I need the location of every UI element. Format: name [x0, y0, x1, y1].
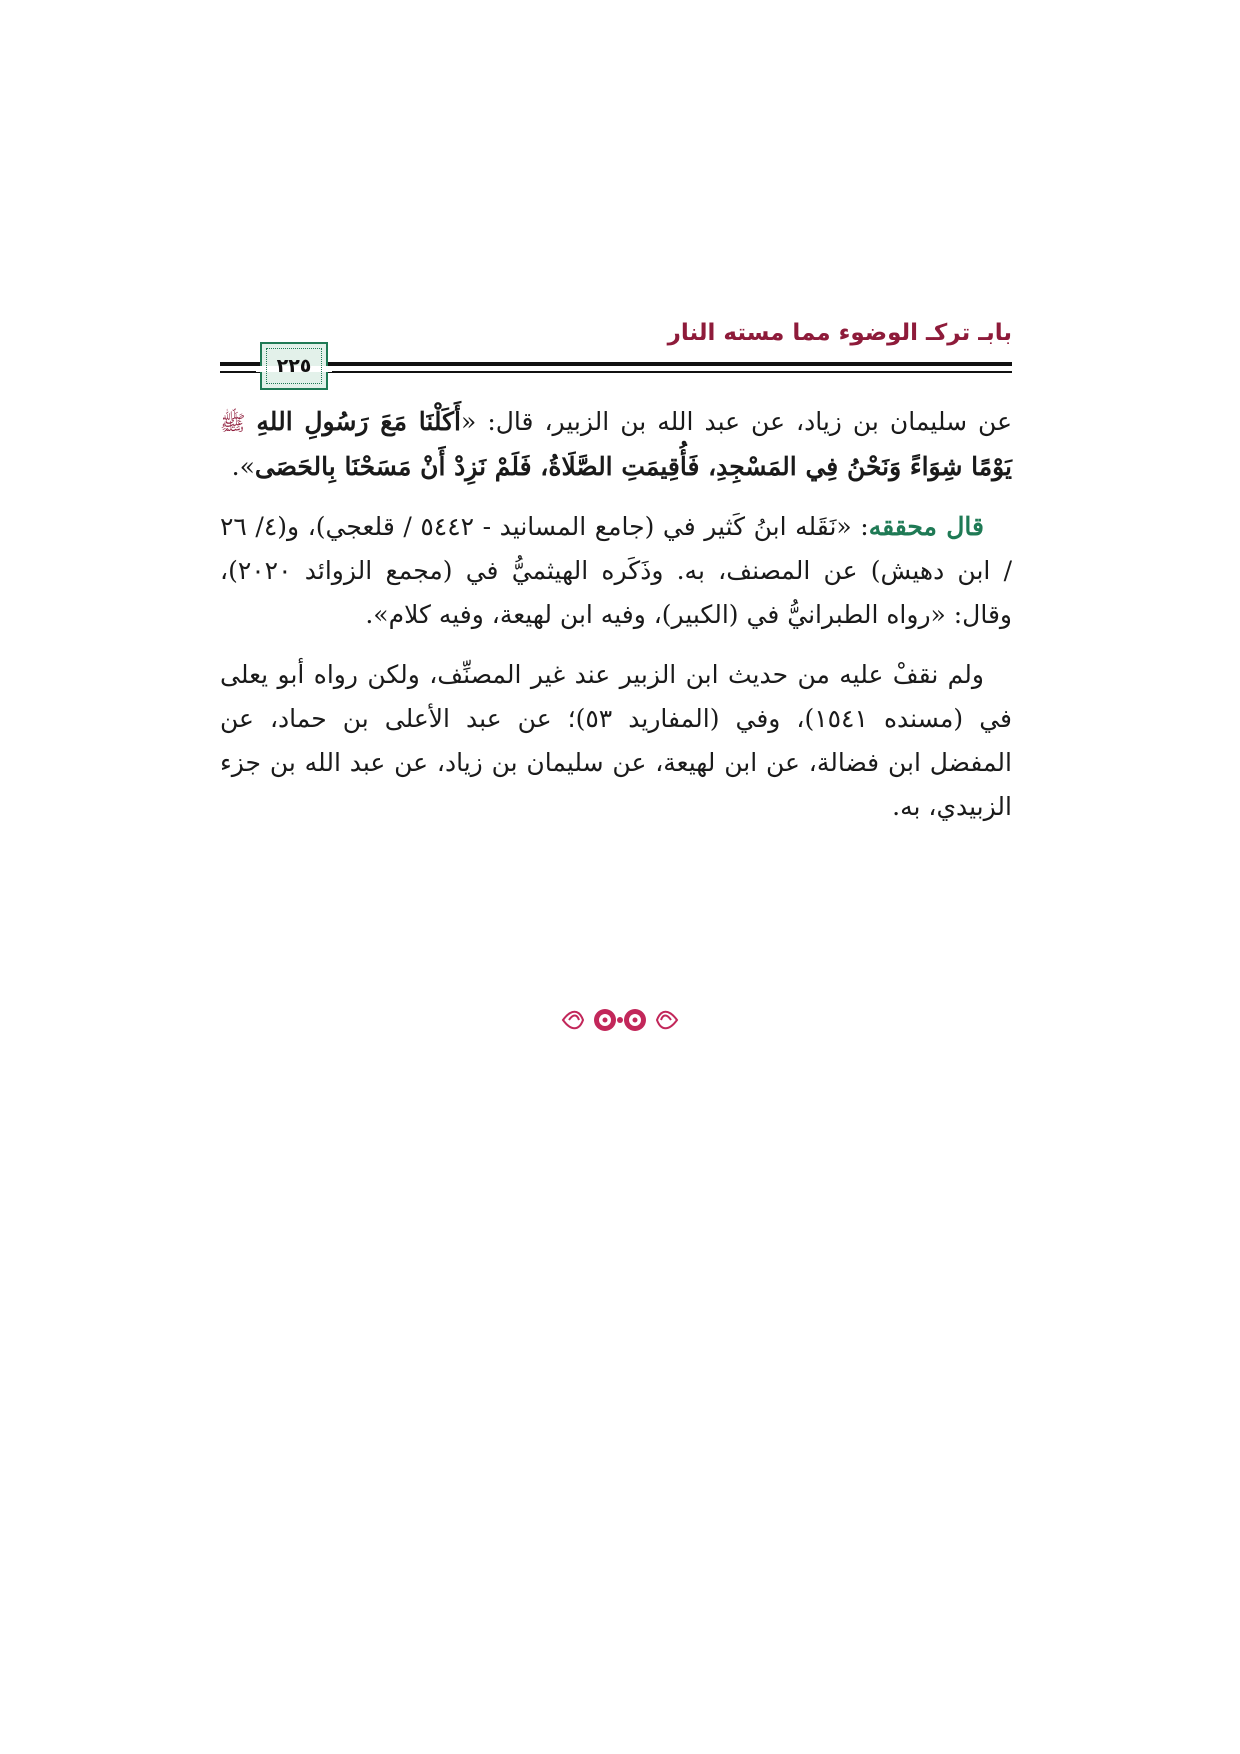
page-number-badge: [260, 342, 328, 390]
hadith-text-a: أَكَلْنَا مَعَ رَسُولِ اللهِ: [256, 407, 462, 436]
hadith-text-b: يَوْمًا شِوَاءً وَنَحْنُ فِي المَسْجِدِ، فَأُقِيمَتِ الصَّلَاةُ، فَلَمْ نَزِدْ أَنْ مَسَحْنَا بِالحَصَى: [254, 452, 1012, 481]
salutation-glyph: ﷺ: [220, 411, 246, 435]
hadith-close: ».: [231, 452, 255, 481]
editor-label: قال محققه: [868, 512, 984, 541]
header-rule-thin: [220, 371, 1012, 373]
isnad-text: عن سليمان بن زياد، عن عبد الله بن الزبير، قال: «: [461, 407, 1013, 436]
editor-note-paragraph: [220, 505, 1012, 637]
commentary-text: ولم نقفْ عليه من حديث ابن الزبير عند غير المصنِّف، ولكن رواه أبو يعلى في (مسنده ١٥٤١)، وفي (المفاريد ٥٣)؛ عن عبد الأعلى بن حماد، عن المفضل ابن فضالة، عن ابن لهيعة، عن سليمان بن زياد، عن عبد الله بن جزء الزبيدي، به.: [220, 660, 1012, 821]
header-rule-thick: [220, 362, 1012, 366]
page-header: [220, 320, 1012, 380]
chapter-title: بابـ تركـ الوضوء مما مسته النار: [667, 320, 1012, 346]
page-number: ٢٢٥: [276, 355, 312, 377]
hadith-paragraph: [220, 400, 1012, 489]
editor-note-text: : «نَقَله ابنُ كَثير في (جامع المسانيد - ٥٤٤٢ / قلعجي)، و(٤/ ٢٦ / ابن دهيش) عن المصنف، به. وذَكَره الهيثميُّ في (مجمع الزوائد ٢٠٢٠)، وقال: «رواه الطبرانيُّ في (الكبير)، وفيه ابن لهيعة، وفيه كلام».: [220, 512, 1012, 629]
floral-divider-icon: [550, 1000, 690, 1040]
commentary-paragraph: [220, 653, 1012, 829]
page-body: [220, 400, 1012, 829]
